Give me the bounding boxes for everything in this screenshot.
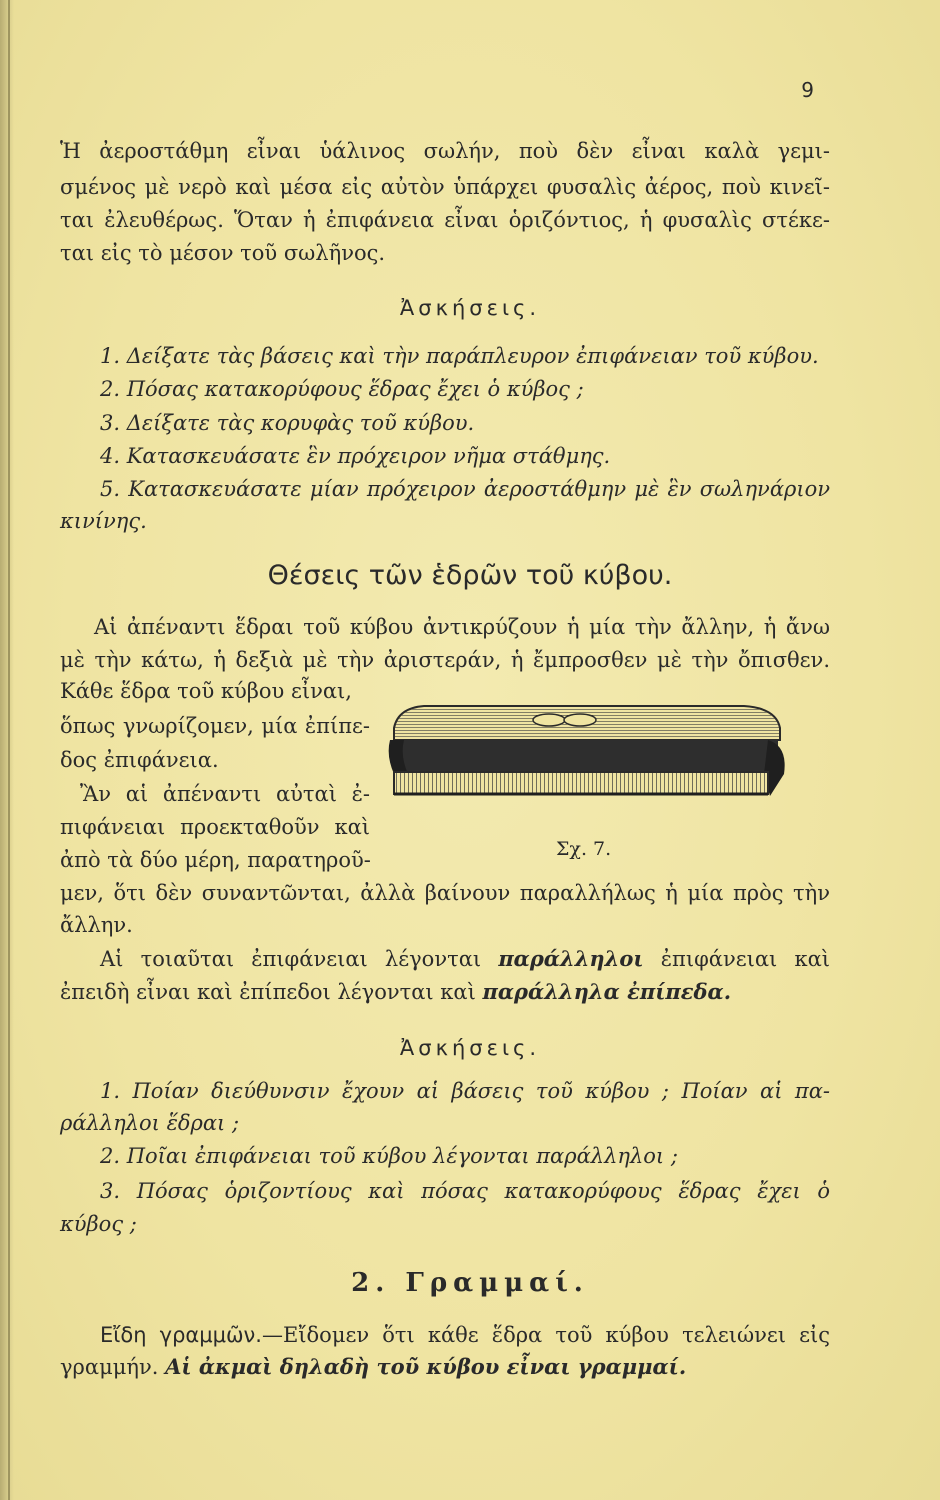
para2-suffix: ἐπιφάνειαι καὶ [643,947,830,971]
final-rest: —Εἴδομεν ὅτι κάθε ἕδρα τοῦ κύβου τελειώνει εἰς [261,1323,830,1347]
section-line-2: μὲ τὴν κάτω, ἡ δεξιὰ μὲ τὴν ἀριστεράν, ἡ ἔμπροσθεν μὲ τὴν ὄπισθεν. [60,648,830,672]
exercises-heading: Ἀσκήσεις. [399,296,541,320]
para3-line [60,977,830,1007]
parallel-planes-figure [384,700,790,810]
intro-line-1: Ἡ ἀεροστάθμη εἶναι ὑάλινος σωλήν, ποὺ δὲν εἶναι καλὰ γεμι- [60,139,830,163]
exercise-1-1: 1. Δείξατε τὰς βάσεις καὶ τὴν παράπλευρον ἐπιφάνειαν τοῦ κύβου. [100,344,819,368]
page-number: 9 [801,78,814,102]
para3-prefix: ἐπειδὴ εἶναι καὶ ἐπίπεδοι λέγονται καὶ [60,980,483,1004]
figure-body [396,740,778,772]
exercise-2-3-cont: κύβος ; [60,1212,137,1236]
exercise-1-5-cont: κινίνης. [60,509,147,533]
section-line-4: ὅπως γνωρίζομεν, μία ἐπίπε- [60,714,370,738]
plane-opening-1 [533,714,565,726]
section-line-10: ἄλλην. [60,913,133,937]
section-line-7: πιφάνειαι προεκταθοῦν καὶ [60,815,370,839]
term-parallel-planes: παράλληλα ἐπίπεδα. [482,979,732,1004]
exercise-1-5: 5. Κατασκευάσατε μίαν πρόχειρον ἀεροστάθμην μὲ ἓν σωληνάριον [100,477,830,501]
exercises-heading-2: Ἀσκήσεις. [399,1036,541,1060]
exercise-2-1: 1. Ποίαν διεύθυνσιν ἔχουν αἱ βάσεις τοῦ κύβου ; Ποίαν αἱ πα- [100,1079,830,1103]
exercise-2-2: 2. Ποῖαι ἐπιφάνειαι τοῦ κύβου λέγονται παράλληλοι ; [100,1144,678,1168]
exercise-1-4: 4. Κατασκευάσατε ἓν πρόχειρον νῆμα στάθμης. [100,444,611,468]
section-line-8: ἀπὸ τὰ δύο μέρη, παρατηροῦ- [60,848,371,872]
exercise-2-1-cont: ράλληλοι ἕδραι ; [60,1111,240,1135]
plane-opening-2 [564,714,596,726]
final-line-1 [100,1320,830,1350]
exercise-1-3: 3. Δείξατε τὰς κορυφὰς τοῦ κύβου. [100,411,475,435]
intro-line-4: ται εἰς τὸ μέσον τοῦ σωλῆνος. [60,241,386,265]
section-line-3: Κάθε ἕδρα τοῦ κύβου εἶναι, [60,679,352,703]
section-line-1: Αἱ ἀπέναντι ἕδραι τοῦ κύβου ἀντικρύζουν ἡ μία τὴν ἄλλην, ἡ ἄνω [94,615,830,639]
figure-caption: Σχ. 7. [556,838,612,860]
final-line2-bold: Αἱ ἀκμαὶ δηλαδὴ τοῦ κύβου εἶναι γραμμαί. [165,1354,687,1379]
term-parallel-surfaces: παράλληλοι [498,946,644,971]
section-line-5: δος ἐπιφάνεια. [60,748,219,772]
section-line-9: μεν, ὅτι δὲν συναντῶνται, ἀλλὰ βαίνουν παραλλήλως ἡ μία πρὸς τὴν [60,881,830,905]
final-line2-prefix: γραμμήν. [60,1355,166,1379]
intro-line-2: σμένος μὲ νερὸ καὶ μέσα εἰς αὐτὸν ὑπάρχει φυσαλὶς ἀέρος, ποὺ κινεῖ- [60,175,830,199]
section-title: Θέσεις τῶν ἑδρῶν τοῦ κύβου. [267,560,673,591]
final-lead: Εἴδη γραμμῶν. [100,1323,262,1347]
bottom-plane [394,772,768,794]
final-line-2 [60,1352,830,1382]
para2-line [100,944,830,974]
section-line-6: Ἂν αἱ ἀπέναντι αὐταὶ ἐ- [80,782,370,806]
intro-line-3: ται ἐλευθέρως. Ὅταν ἡ ἐπιφάνεια εἶναι ὁριζόντιος, ἡ φυσαλὶς στέκε- [60,208,830,232]
exercise-2-3: 3. Πόσας ὁριζοντίους καὶ πόσας κατακορύφους ἕδρας ἔχει ὁ [100,1179,830,1203]
exercise-1-2: 2. Πόσας κατακορύφους ἕδρας ἔχει ὁ κύβος ; [100,377,584,401]
para2-prefix: Αἱ τοιαῦται ἐπιφάνειαι λέγονται [100,947,499,971]
chapter-title: 2. Γραμμαί. [351,1268,589,1298]
